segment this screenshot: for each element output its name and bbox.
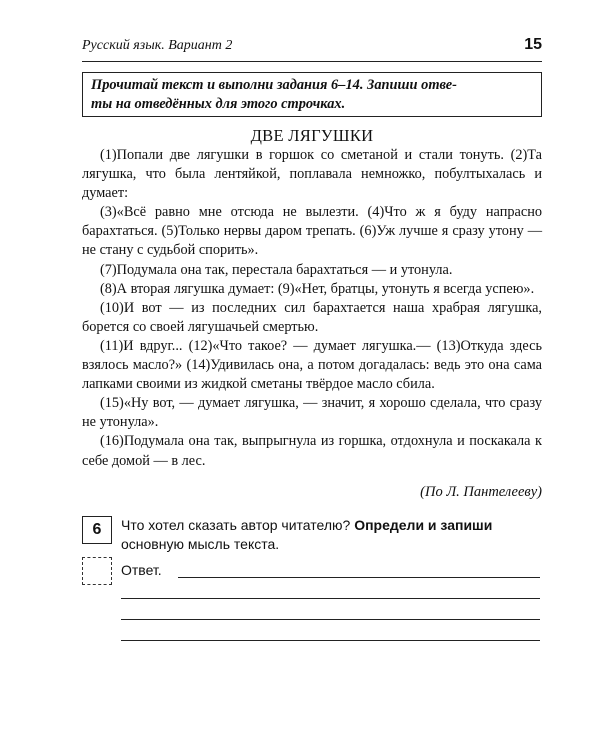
task-question-rest: основную мысль текста. — [121, 536, 280, 552]
subject-title: Русский язык. Вариант 2 — [82, 38, 233, 53]
paragraph: (7)Подумала она так, перестала барахтаться — и утонула. — [100, 261, 453, 278]
paragraph: (8)А вторая лягушка думает: (9)«Нет, братцы, утонуть я всегда успею». — [100, 280, 535, 297]
page-header — [82, 36, 542, 60]
answer-label: Ответ. — [121, 562, 162, 578]
answer-line[interactable] — [178, 577, 540, 578]
story-author: (По Л. Пантелееву) — [420, 484, 542, 500]
paragraph: (3)«Всё равно мне отсюда не вылезти. (4)Что ж я буду напрасно барахтаться. (5)Только нервы даром трепать. (6)Уж лучше я сразу утону — не стану с судьбой спорить». — [82, 204, 542, 259]
task-question — [121, 516, 542, 554]
paragraph: (11)И вдруг... (12)«Что такое? — думает лягушка.— (13)Откуда здесь взялось масло?» (14)Удивилась она, а потом догадалась: ведь это она сама лапками своими из жидкой сметаны твёрдое масло сбила. — [82, 337, 542, 393]
task-number-box: 6 — [82, 516, 112, 544]
header-divider — [82, 61, 542, 62]
paragraph: (10)И вот — из последних сил барахтается наша храбрая лягушка, борется со своей лягушачьей смертью. — [82, 299, 542, 335]
score-box[interactable] — [82, 557, 112, 585]
task-question-bold: Определи и запиши — [354, 517, 493, 533]
paragraph: (16)Подумала она так, выпрыгнула из горшка, отдохнула и поскакала к себе домой — в лес. — [82, 433, 542, 469]
task-question-plain: Что хотел сказать автор читателю? — [121, 517, 351, 533]
story-text — [82, 146, 542, 471]
instruction-box — [82, 72, 542, 117]
answer-line[interactable] — [121, 619, 540, 620]
answer-line[interactable] — [121, 640, 540, 641]
page-number: 15 — [524, 36, 542, 53]
story-title: ДВЕ ЛЯГУШКИ — [250, 126, 374, 145]
paragraph: (1)Попали две лягушки в горшок со сметаной и стали тонуть. (2)Та лягушка, что была лентяйкой, поплавала немножко, побултыхалась и думает: — [82, 147, 542, 202]
paragraph: (15)«Ну вот, — думает лягушка, — значит, я хорошо сделала, что сразу не утонула». — [82, 395, 542, 431]
answer-line[interactable] — [121, 598, 540, 599]
instruction-line-1: Прочитай текст и выполни задания 6–14. Запиши отве- — [91, 77, 457, 93]
instruction-line-2: ты на отведённых для этого строчках. — [91, 96, 346, 112]
